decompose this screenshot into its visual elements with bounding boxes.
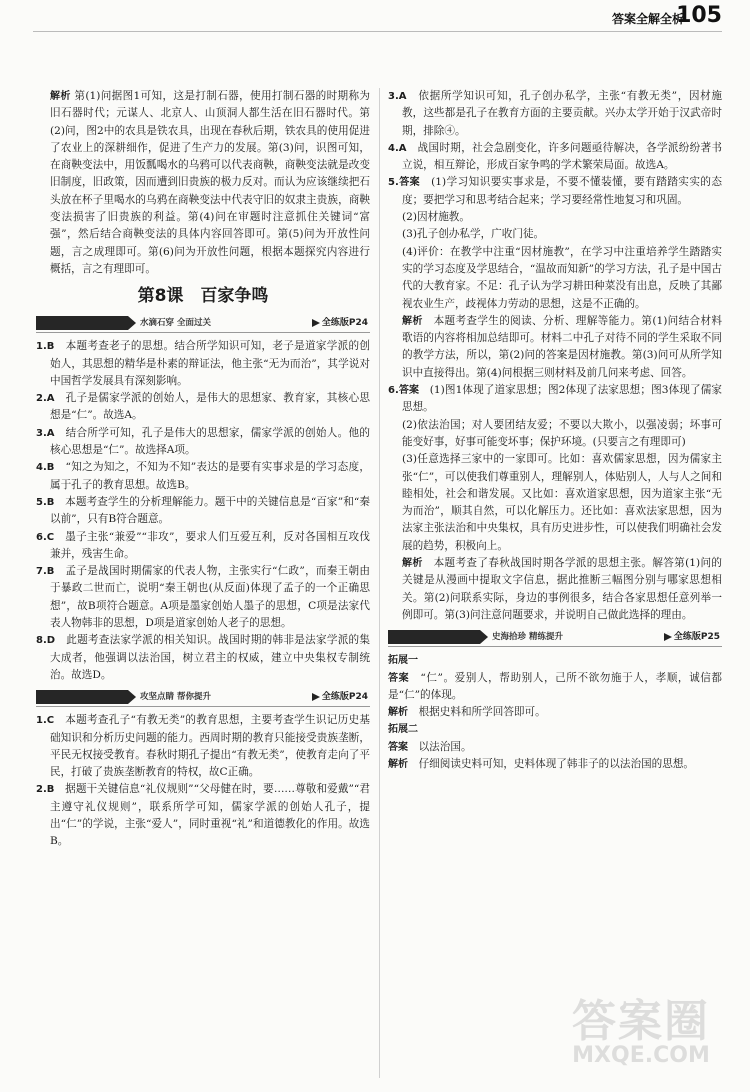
- answer-label: 7.B: [36, 566, 55, 578]
- q5-sub-answer: (3)孔子创办私学，广收门徒。: [402, 228, 545, 241]
- watermark-logo: [546, 985, 736, 1080]
- answer-label: 3.A: [388, 91, 407, 102]
- section-bar-basic: [36, 315, 370, 331]
- analysis-text: 本题考查学生的阅读、分析、理解等能力。第(1)问结合材料歌语的内容将相加总结即可。材料二中孔子对待不同的学生采取不同的教学方法，所以，第(2)问的答案是因材施教。第(3)问可从所学知识中直接得出。第(4)问根据三则材料及前几问来考虑、回答。: [402, 314, 722, 379]
- watermark-bottom: MXQE.COM: [572, 1043, 710, 1068]
- q6-sub-answer: (2)依法治国；对人要团结友爱；不要以大欺小，以强凌弱；坏事可能变好事，好事可能变坏事；保护环境。(只要言之有理即可): [402, 418, 722, 448]
- answer-item: [36, 425, 370, 460]
- answer-item: [36, 712, 370, 781]
- extension-2-title: [388, 721, 722, 738]
- intro-paragraph: [36, 88, 370, 278]
- section-slogan: 水滴石穿 全面过关: [140, 318, 211, 329]
- answer-label: 3.A: [36, 427, 55, 439]
- answer-label: 5.答案: [388, 177, 421, 189]
- answer-list-advanced: [36, 712, 370, 850]
- header-title: 答案全解全析: [611, 12, 684, 26]
- answer-text: 本题考查学生的分析理解能力。题干中的关键信息是“百家”和“秦以前”，只有B符合题意。: [50, 495, 371, 526]
- section-slogan: 史海拾珍 精练提升: [492, 632, 563, 643]
- answer-label: 6.C: [36, 531, 55, 543]
- answer-text: 战国时期，社会急剧变化，许多问题亟待解决，各学派纷纷著书立说，相互辩论，形成百家争鸣的学术繁荣局面。故选A。: [402, 141, 723, 172]
- q5-analysis: [388, 313, 722, 382]
- analysis-label: 解析: [388, 707, 408, 719]
- extension-1-answer: [388, 670, 722, 705]
- q5-sub-answer: (2)因材施教。: [402, 211, 470, 224]
- answer-text: (1)图1体现了道家思想；图2体现了法家思想；图3体现了儒家思想。: [402, 384, 722, 414]
- answer-text: 依据所学知识可知，孔子创办私学，主张“有教无类”，因材施教，这些都是孔子在教育方面的主要贡献。兴办太学开始于汉武帝时期，排除④。: [402, 90, 722, 137]
- answer-label: 4.A: [388, 142, 407, 154]
- left-column: [36, 88, 370, 851]
- analysis-label: 解析: [402, 558, 423, 570]
- answer-list-basic: [36, 338, 370, 684]
- answer-label: 8.D: [36, 635, 56, 647]
- section-bar-advanced: [36, 689, 370, 705]
- answer-text: 孟子是战国时期儒家的代表人物，主张实行“仁政”，而秦王朝由于暴政二世而亡，说明“秦王朝也(从反面)体现了孟子的一个正确思想”，故B项符合题意。A项是墨家创始人墨子的思想，C项是法家代表人物韩非的思想，D项是道家创始人老子的思想。: [50, 565, 370, 630]
- q6-answer: [388, 382, 722, 417]
- answer-item: [388, 88, 722, 140]
- answer-text: 此题考查法家学派的相关知识。战国时期的韩非是法家学派的集大成者，他强调以法治国，树立君主的权威，建立中央集权专制统治。故选D。: [50, 634, 371, 681]
- arrow-icon: [312, 693, 320, 701]
- answer-item: [36, 529, 370, 564]
- section-rule: [36, 332, 370, 333]
- answer-label: 6.答案: [388, 385, 420, 397]
- answer-item: [388, 140, 722, 175]
- answer-label: 5.B: [36, 496, 55, 508]
- answer-text: 本题考查孔子“有教无类”的教育思想，主要考查学生识记历史基础知识和分析历史问题的能力。西周时期的教育只能接受贵族垄断，平民无权接受教育。春秋时期孔子提出“有教无类”，使教育走向了平民，打破了贵族垄断教育的特权，故C正确。: [50, 714, 370, 779]
- answer-label: 2.A: [36, 393, 55, 405]
- answer-label: 4.B: [36, 462, 55, 474]
- answer-label: 1.B: [36, 341, 55, 353]
- answer-item: [36, 563, 370, 632]
- analysis-text: 本题考查了春秋战国时期各学派的思想主张。解答第(1)问的关键是从漫画中提取文字信息，据此推断三幅图分别与哪家思想相关。第(2)问联系实际，身边的事例很多，结合各家思想任意列举一例即可。第(3)问注意问题要求，并说明自己做此选择的理由。: [402, 557, 722, 621]
- section-ref-text: 全练版P24: [321, 318, 368, 329]
- section-ref: [312, 315, 368, 331]
- extension-title: 拓展一: [388, 655, 418, 667]
- column-divider: [379, 88, 380, 1078]
- answer-text: 以法治国。: [418, 740, 472, 753]
- arrow-icon: [664, 633, 672, 641]
- q6-sub-answer: (3)任意选择三家中的一家即可。比如：喜欢儒家思想，因为儒家主张“仁”，可以使我们尊重别人，理解别人，体贴别人，人与人之间和睦相处，社会和谐发展。又比如：喜欢道家思想，因为道家主张“无为而治”，顺其自然，可以化解压力。还比如：喜欢法家思想，因为法家主张法治和中央集权，具有历史进步性，可以使我们明确社会发展的趋势，积极向上。: [402, 453, 722, 552]
- section-ref-text: 全练版P25: [673, 632, 720, 643]
- extension-2-answer: [388, 739, 722, 756]
- answer-item: [36, 494, 370, 529]
- answer-item: [36, 390, 370, 425]
- section-bar-block: [388, 630, 480, 644]
- extension-2-analysis: [388, 756, 722, 773]
- answer-text: (1)学习知识要实事求是，不要不懂装懂，要有踏踏实实的态度；要把学习和思考结合起来；学习要经常性地复习和巩固。: [402, 176, 723, 206]
- answer-item: [36, 459, 370, 494]
- answer-text: “知之为知之，不知为不知”表达的是要有实事求是的学习态度，属于孔子的教育思想。故选B。: [50, 461, 370, 491]
- answer-label: 1.C: [36, 715, 55, 727]
- answer-label: 2.B: [36, 784, 55, 796]
- analysis-label: 解析: [388, 758, 408, 770]
- answer-item: [36, 338, 370, 390]
- intro-label: 解析: [50, 91, 71, 102]
- extension-title: 拓展二: [388, 724, 418, 736]
- q5-answer: [388, 174, 722, 209]
- answer-label: 答案: [388, 672, 410, 684]
- arrow-icon: [312, 319, 320, 327]
- section-bar-block: [36, 316, 128, 330]
- answer-text: 本题考查老子的思想。结合所学知识可知，老子是道家学派的创始人，其思想的精华是朴素的辩证法，他主张“无为而治”，其学说对中国哲学发展具有深刻影响。: [50, 340, 371, 387]
- answer-text: 结合所学可知，孔子是伟大的思想家，儒家学派的创始人。他的核心思想是“仁”。故选择A项。: [50, 426, 371, 457]
- answer-text: 墨子主张“兼爱”“非攻”，要求人们互爱互利，反对各国相互攻伐兼并，残害生命。: [50, 530, 370, 560]
- section-slogan: 攻坚点睛 帮你提升: [140, 692, 211, 703]
- section-ref: [664, 629, 720, 645]
- section-bar-extension: [388, 629, 722, 645]
- section-ref: [312, 689, 368, 705]
- extension-1-analysis: [388, 704, 722, 721]
- section-rule: [36, 706, 370, 707]
- section-rule: [388, 646, 722, 647]
- intro-text: 第(1)问据图1可知，这是打制石器，使用打制石器的时期称为旧石器时代；元谋人、北京人、山顶洞人都生活在旧石器时代。第(2)问，图2中的农具是铁农具，出现在春秋后期，铁农具的使用促进了农业上的深耕细作，促进了生产力的发展。第(3)问，识图可知，在商鞅变法中，用饭瓢喝水的乌鸦可以代表商鞅，商鞅变法就是改变旧制度，旧政策，因而遭到旧贵族的极力反对。而认为应该继续把石头放在杯子里喝水的乌鸦在商鞅变法中代表守旧的奴隶主贵族，商鞅变法损害了旧贵族的利益。第(4)问在审题时注意抓住关键词“富强”，然后结合商鞅变法的具体内容回答即可。第(5)问为开放性问题，言之成理即可。第(6)问为开放性问题，根据本题探究内容进行概括，言之有理即可。: [50, 90, 371, 275]
- q6-analysis: [388, 555, 722, 624]
- analysis-text: 仔细阅读史料可知，史料体现了韩非子的以法治国的思想。: [418, 757, 695, 770]
- page-header: [0, 0, 750, 30]
- answer-label: 答案: [388, 741, 408, 753]
- answer-text: 孔子是儒家学派的创始人，是伟大的思想家、教育家，其核心思想是“仁”。故选A。: [50, 392, 371, 422]
- answer-item: [36, 632, 370, 684]
- lesson-title: 第8课 百家争鸣: [137, 286, 269, 307]
- extension-1-title: [388, 652, 722, 669]
- section-ref-text: 全练版P24: [321, 692, 368, 703]
- analysis-text: 根据史料和所学回答即可。: [418, 706, 546, 719]
- answer-text: 据题干关键信息“礼仪规则”“父母健在时，要……尊敬和爱戴”“君主遵守礼仪规则”，联系所学可知，儒家学派的创始人孔子，提出“仁”的学说，主张“爱人”，同时重视“礼”和道德教化的作用。故选B。: [50, 783, 371, 848]
- section-bar-block: [36, 690, 128, 704]
- q5-sub-answer: (4)评价：在教学中注重“因材施教”，在学习中注重培养学生踏踏实实的学习态度及学思结合，“温故而知新”的学习方法，孔子是中国古代的大教育家。不足：孔子认为学习耕田种菜没有出息，反映了其鄙视农业生产，歧视体力劳动的思想，这是不正确的。: [402, 245, 722, 310]
- watermark-top: 答案圈: [572, 996, 710, 1047]
- answer-item: [36, 781, 370, 850]
- right-column: [388, 88, 722, 773]
- header-rule: [33, 31, 722, 32]
- answer-text: “仁”。爱别人，帮助别人，己所不欲勿施于人，孝顺，诚信都是“仁”的体现。: [388, 671, 723, 701]
- analysis-label: 解析: [402, 315, 423, 327]
- page-number: 105: [676, 3, 722, 28]
